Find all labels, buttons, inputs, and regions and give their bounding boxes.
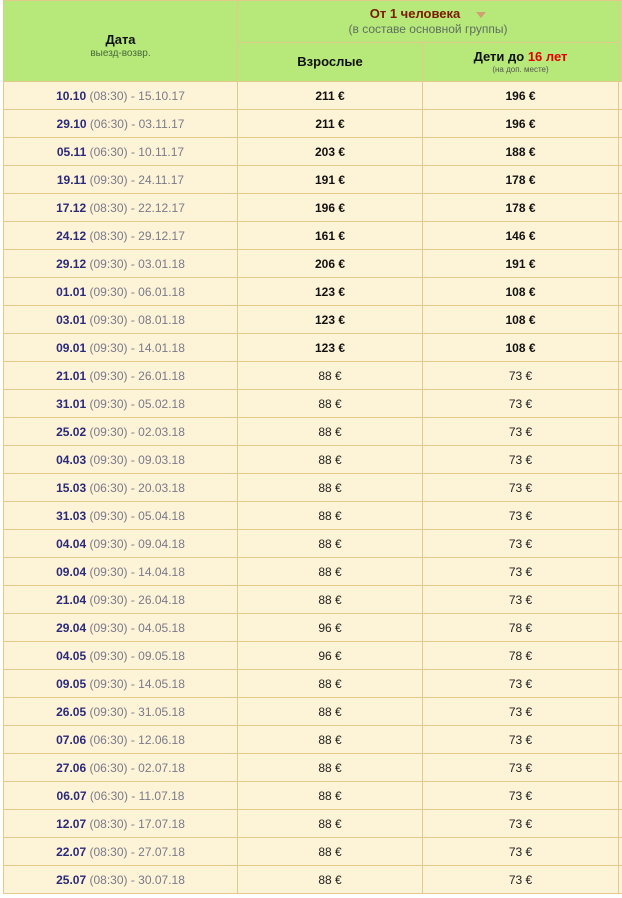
return-date: 03.11.17 [138, 116, 185, 131]
start-date: 22.07 [56, 844, 87, 859]
child-price-cell: 73 € [423, 754, 619, 782]
return-date: 09.05.18 [138, 648, 185, 663]
table-row [4, 754, 622, 782]
start-date: 09.05 [56, 676, 87, 691]
adult-price-cell: 123 € [238, 334, 423, 362]
return-date: 31.05.18 [138, 704, 185, 719]
extra-cell [619, 670, 622, 698]
return-date: 04.05.18 [138, 620, 185, 635]
table-row [4, 586, 622, 614]
table-row [4, 194, 622, 222]
date-column-header [4, 1, 238, 82]
date-cell [4, 418, 238, 446]
start-date: 05.11 [56, 144, 87, 159]
date-cell [4, 698, 238, 726]
extra-cell [619, 838, 622, 866]
adults-column-header: Взрослые [238, 42, 423, 82]
adult-price-cell: 96 € [238, 642, 423, 670]
departure-time: (09:30) - [86, 676, 139, 691]
children-age-highlight: 16 лет [527, 49, 568, 65]
adult-price-cell: 88 € [238, 390, 423, 418]
child-price-cell: 73 € [423, 418, 619, 446]
table-row [4, 726, 622, 754]
table-row [4, 138, 622, 166]
departure-time: (06:30) - [86, 732, 139, 747]
departure-time: (09:30) - [86, 536, 139, 551]
start-date: 31.01 [56, 396, 87, 411]
return-date: 02.07.18 [138, 760, 185, 775]
table-row [4, 838, 622, 866]
adult-price-cell: 88 € [238, 446, 423, 474]
return-date: 27.07.18 [138, 844, 185, 859]
date-cell [4, 558, 238, 586]
extra-cell [619, 82, 622, 110]
departure-time: (09:30) - [86, 284, 139, 299]
return-date: 26.04.18 [138, 592, 185, 607]
adult-price-cell: 203 € [238, 138, 423, 166]
table-row [4, 166, 622, 194]
date-cell [4, 530, 238, 558]
extra-cell [619, 866, 622, 894]
price-table [3, 0, 622, 894]
start-date: 24.12 [56, 228, 87, 243]
departure-time: (08:30) - [86, 872, 139, 887]
children-header-note: (на доп. месте) [492, 65, 549, 75]
start-date: 04.03 [56, 452, 87, 467]
extra-cell [619, 754, 622, 782]
departure-time: (06:30) - [86, 480, 139, 495]
child-price-cell: 178 € [423, 166, 619, 194]
child-price-cell: 73 € [423, 726, 619, 754]
return-date: 06.01.18 [138, 284, 185, 299]
child-price-cell: 73 € [423, 782, 619, 810]
adult-price-cell: 88 € [238, 754, 423, 782]
return-date: 10.11.17 [138, 144, 185, 159]
child-price-cell: 196 € [423, 110, 619, 138]
table-row [4, 642, 622, 670]
child-price-cell: 73 € [423, 866, 619, 894]
departure-time: (09:30) - [86, 508, 139, 523]
return-date: 05.02.18 [138, 396, 185, 411]
price-table-body [4, 82, 622, 894]
adult-price-cell: 88 € [238, 866, 423, 894]
table-row [4, 110, 622, 138]
extra-cell [619, 166, 622, 194]
return-date: 26.01.18 [138, 368, 185, 383]
extra-cell [619, 250, 622, 278]
return-date: 11.07.18 [138, 788, 185, 803]
date-cell [4, 866, 238, 894]
adult-price-cell: 88 € [238, 670, 423, 698]
child-price-cell: 108 € [423, 306, 619, 334]
departure-time: (09:30) - [86, 592, 139, 607]
child-price-cell: 188 € [423, 138, 619, 166]
date-cell [4, 810, 238, 838]
table-row [4, 306, 622, 334]
departure-time: (09:30) - [86, 424, 139, 439]
return-date: 12.06.18 [138, 732, 185, 747]
departure-time: (08:30) - [86, 844, 139, 859]
return-date: 02.03.18 [138, 424, 185, 439]
start-date: 31.03 [56, 508, 87, 523]
extra-cell [619, 474, 622, 502]
group-selector-subtitle: (в составе основной группы) [348, 22, 508, 37]
extra-cell [619, 390, 622, 418]
table-row [4, 782, 622, 810]
child-price-cell: 146 € [423, 222, 619, 250]
extra-cell [619, 782, 622, 810]
date-cell [4, 306, 238, 334]
departure-time: (06:30) - [86, 760, 139, 775]
child-price-cell: 108 € [423, 334, 619, 362]
table-row [4, 614, 622, 642]
extra-cell [619, 642, 622, 670]
child-price-cell: 73 € [423, 698, 619, 726]
departure-time: (09:30) - [86, 172, 139, 187]
extra-cell [619, 558, 622, 586]
date-cell [4, 194, 238, 222]
start-date: 19.11 [56, 172, 87, 187]
date-cell [4, 82, 238, 110]
child-price-cell: 191 € [423, 250, 619, 278]
departure-time: (09:30) - [86, 648, 139, 663]
departure-time: (06:30) - [86, 788, 139, 803]
return-date: 14.05.18 [138, 676, 185, 691]
date-header-subtitle: выезд-возвр. [90, 47, 151, 59]
extra-cell [619, 726, 622, 754]
departure-time: (06:30) - [86, 116, 139, 131]
start-date: 10.10 [56, 88, 87, 103]
table-row [4, 810, 622, 838]
table-row [4, 670, 622, 698]
return-date: 09.04.18 [138, 536, 185, 551]
departure-time: (08:30) - [86, 228, 139, 243]
return-date: 14.04.18 [138, 564, 185, 579]
extra-cell [619, 810, 622, 838]
return-date: 15.10.17 [138, 88, 185, 103]
date-cell [4, 838, 238, 866]
adult-price-cell: 161 € [238, 222, 423, 250]
table-row [4, 278, 622, 306]
date-cell [4, 390, 238, 418]
extra-cell [619, 278, 622, 306]
adult-price-cell: 88 € [238, 558, 423, 586]
child-price-cell: 73 € [423, 362, 619, 390]
group-selector-label[interactable]: От 1 человека [369, 6, 461, 22]
start-date: 25.02 [56, 424, 87, 439]
extra-cell [619, 306, 622, 334]
departure-time: (09:30) - [86, 340, 139, 355]
date-cell [4, 614, 238, 642]
return-date: 29.12.17 [138, 228, 185, 243]
children-header-prefix: Дети до [473, 49, 528, 65]
date-cell [4, 138, 238, 166]
departure-time: (09:30) - [86, 396, 139, 411]
children-column-header [423, 42, 619, 82]
start-date: 03.01 [56, 312, 87, 327]
adult-price-cell: 206 € [238, 250, 423, 278]
start-date: 25.07 [56, 872, 87, 887]
return-date: 30.07.18 [138, 872, 185, 887]
extra-cell [619, 698, 622, 726]
start-date: 07.06 [56, 732, 87, 747]
date-cell [4, 782, 238, 810]
adult-price-cell: 88 € [238, 698, 423, 726]
adult-price-cell: 88 € [238, 810, 423, 838]
return-date: 22.12.17 [138, 200, 185, 215]
child-price-cell: 108 € [423, 278, 619, 306]
extra-cell [619, 586, 622, 614]
departure-time: (09:30) - [86, 620, 139, 635]
date-cell [4, 250, 238, 278]
start-date: 21.01 [56, 368, 87, 383]
child-price-cell: 78 € [423, 614, 619, 642]
start-date: 21.04 [56, 592, 87, 607]
table-row [4, 334, 622, 362]
departure-time: (09:30) - [86, 564, 139, 579]
departure-time: (08:30) - [86, 200, 139, 215]
table-row [4, 558, 622, 586]
extra-cell [619, 446, 622, 474]
table-row [4, 446, 622, 474]
start-date: 09.01 [56, 340, 87, 355]
start-date: 29.12 [56, 256, 87, 271]
date-cell [4, 362, 238, 390]
adult-price-cell: 123 € [238, 278, 423, 306]
child-price-cell: 196 € [423, 82, 619, 110]
extra-cell [619, 418, 622, 446]
child-price-cell: 73 € [423, 502, 619, 530]
return-date: 03.01.18 [138, 256, 185, 271]
return-date: 20.03.18 [138, 480, 185, 495]
child-price-cell: 73 € [423, 558, 619, 586]
adult-price-cell: 191 € [238, 166, 423, 194]
start-date: 04.04 [56, 536, 87, 551]
adult-price-cell: 211 € [238, 82, 423, 110]
adult-price-cell: 88 € [238, 502, 423, 530]
departure-time: (08:30) - [86, 88, 139, 103]
departure-time: (06:30) - [86, 144, 139, 159]
start-date: 04.05 [56, 648, 87, 663]
return-date: 05.04.18 [138, 508, 185, 523]
adult-price-cell: 88 € [238, 362, 423, 390]
table-row [4, 390, 622, 418]
adult-price-cell: 88 € [238, 474, 423, 502]
start-date: 12.07 [56, 816, 87, 831]
date-cell [4, 166, 238, 194]
start-date: 27.06 [56, 760, 87, 775]
extra-cell [619, 222, 622, 250]
table-row [4, 530, 622, 558]
adult-price-cell: 211 € [238, 110, 423, 138]
date-cell [4, 474, 238, 502]
extra-cell [619, 334, 622, 362]
date-cell [4, 754, 238, 782]
return-date: 17.07.18 [138, 816, 185, 831]
table-row [4, 418, 622, 446]
extra-column-header [619, 1, 622, 82]
child-price-cell: 73 € [423, 446, 619, 474]
return-date: 09.03.18 [138, 452, 185, 467]
departure-time: (08:30) - [86, 816, 139, 831]
departure-time: (09:30) - [86, 368, 139, 383]
start-date: 17.12 [56, 200, 87, 215]
start-date: 09.04 [56, 564, 87, 579]
table-row [4, 502, 622, 530]
start-date: 15.03 [56, 480, 87, 495]
extra-cell [619, 138, 622, 166]
caret-down-icon[interactable] [476, 12, 486, 18]
adult-price-cell: 123 € [238, 306, 423, 334]
departure-time: (09:30) - [86, 704, 139, 719]
date-header-title: Дата [105, 31, 136, 47]
start-date: 01.01 [56, 284, 87, 299]
child-price-cell: 73 € [423, 838, 619, 866]
table-row [4, 362, 622, 390]
date-cell [4, 222, 238, 250]
group-selector-header[interactable] [238, 1, 619, 43]
return-date: 24.11.17 [138, 172, 185, 187]
start-date: 26.05 [56, 704, 87, 719]
table-row [4, 222, 622, 250]
child-price-cell: 73 € [423, 670, 619, 698]
table-row [4, 250, 622, 278]
date-cell [4, 726, 238, 754]
child-price-cell: 78 € [423, 642, 619, 670]
departure-time: (09:30) - [86, 256, 139, 271]
date-cell [4, 502, 238, 530]
adult-price-cell: 96 € [238, 614, 423, 642]
date-cell [4, 334, 238, 362]
adult-price-cell: 88 € [238, 838, 423, 866]
child-price-cell: 178 € [423, 194, 619, 222]
adult-price-cell: 88 € [238, 726, 423, 754]
adult-price-cell: 88 € [238, 782, 423, 810]
table-row [4, 698, 622, 726]
table-row [4, 474, 622, 502]
date-cell [4, 278, 238, 306]
date-cell [4, 642, 238, 670]
extra-cell [619, 194, 622, 222]
date-cell [4, 670, 238, 698]
return-date: 08.01.18 [138, 312, 185, 327]
adult-price-cell: 196 € [238, 194, 423, 222]
date-cell [4, 446, 238, 474]
start-date: 06.07 [56, 788, 87, 803]
adult-price-cell: 88 € [238, 418, 423, 446]
child-price-cell: 73 € [423, 530, 619, 558]
extra-cell [619, 502, 622, 530]
date-cell [4, 110, 238, 138]
table-row [4, 866, 622, 894]
extra-cell [619, 362, 622, 390]
child-price-cell: 73 € [423, 586, 619, 614]
extra-cell [619, 614, 622, 642]
child-price-cell: 73 € [423, 474, 619, 502]
departure-time: (09:30) - [86, 452, 139, 467]
extra-cell [619, 110, 622, 138]
start-date: 29.10 [56, 116, 87, 131]
child-price-cell: 73 € [423, 390, 619, 418]
date-cell [4, 586, 238, 614]
adult-price-cell: 88 € [238, 586, 423, 614]
child-price-cell: 73 € [423, 810, 619, 838]
start-date: 29.04 [56, 620, 87, 635]
extra-cell [619, 530, 622, 558]
return-date: 14.01.18 [138, 340, 185, 355]
departure-time: (09:30) - [86, 312, 139, 327]
adult-price-cell: 88 € [238, 530, 423, 558]
table-row [4, 82, 622, 110]
